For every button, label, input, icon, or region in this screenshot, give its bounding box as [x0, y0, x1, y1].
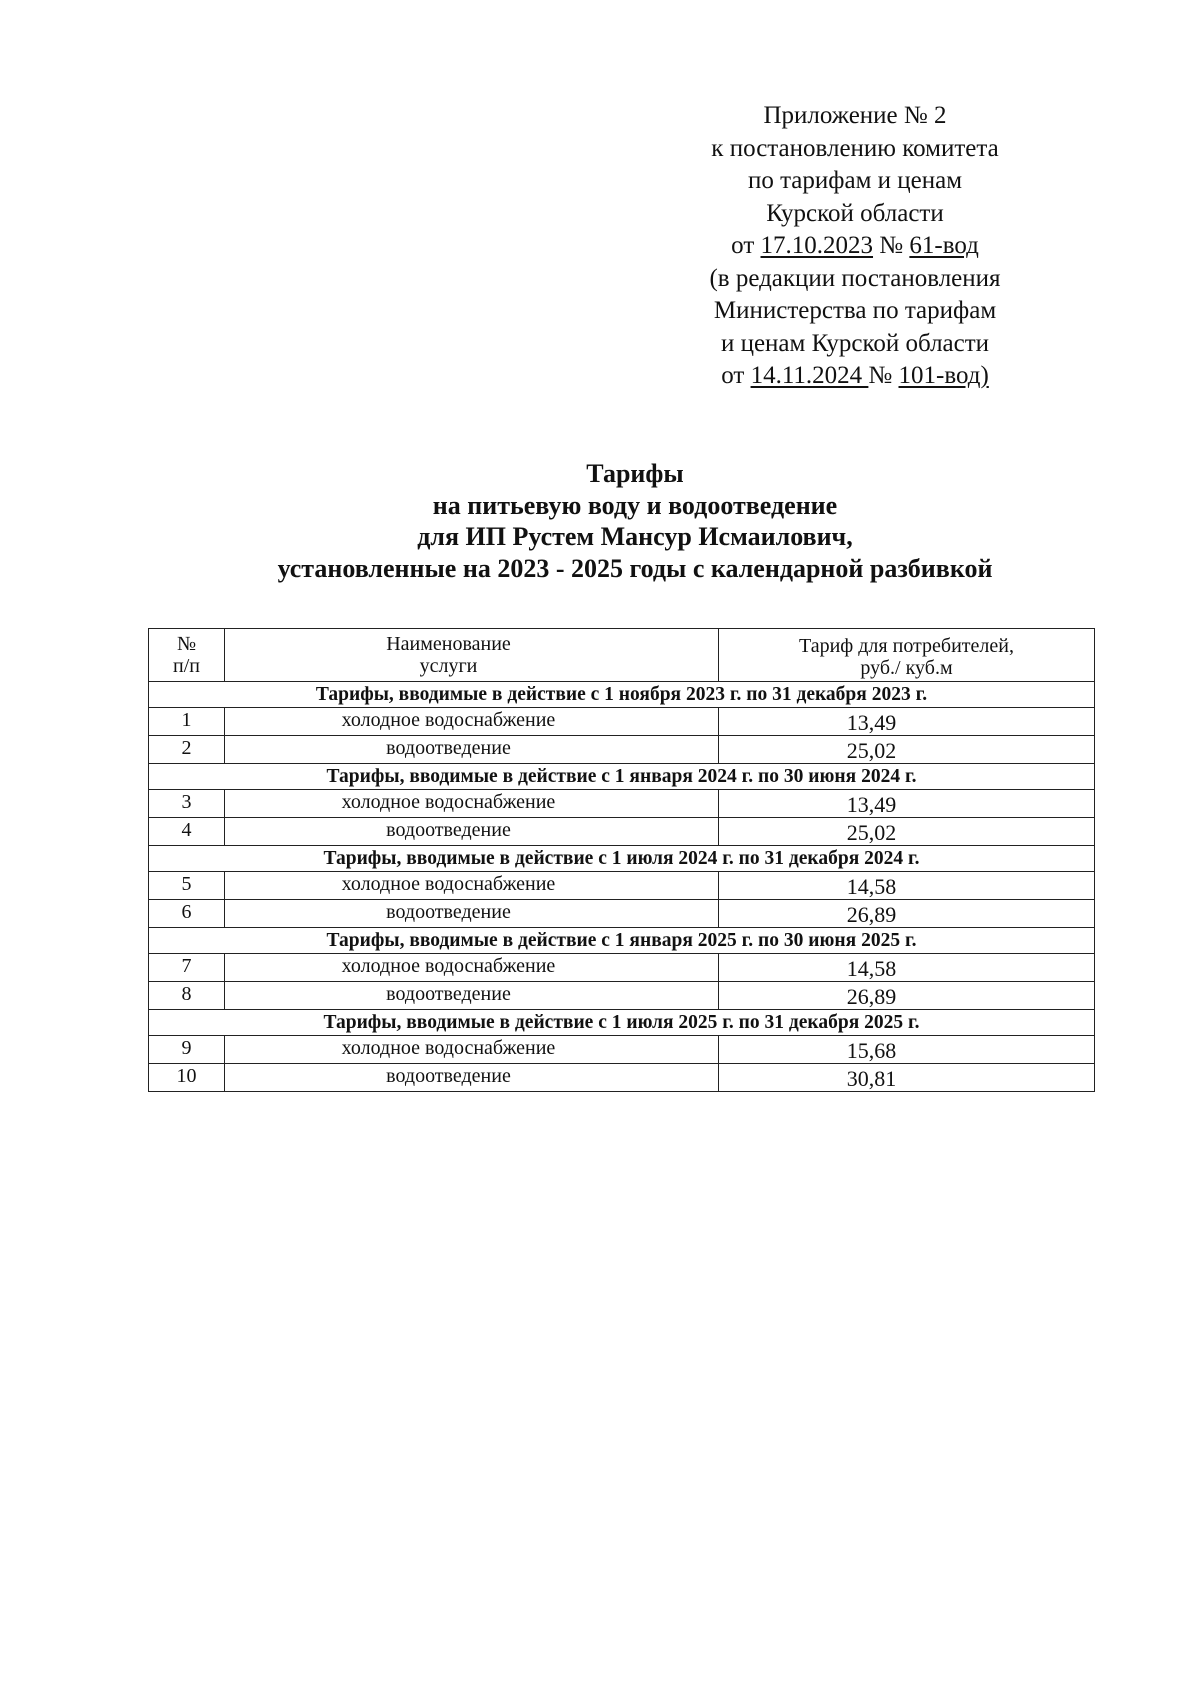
- row-number: 5: [149, 872, 225, 900]
- decree-date: 17.10.2023: [760, 232, 874, 259]
- header-text: №: [176, 633, 197, 655]
- period-row: [149, 764, 1095, 790]
- tariff-value: 13,49: [719, 708, 1095, 736]
- period-title: Тарифы, вводимые в действие с 1 июля 2024 г. по 31 декабря 2024 г.: [149, 846, 1095, 872]
- period-title: Тарифы, вводимые в действие с 1 января 2024 г. по 30 июня 2024 г.: [149, 764, 1095, 790]
- table-row: [149, 872, 1095, 900]
- document-title: [150, 458, 1120, 584]
- period-title: Тарифы, вводимые в действие с 1 июля 2025 г. по 31 декабря 2025 г.: [149, 1010, 1095, 1036]
- title-line: установленные на 2023 - 2025 годы с календарной разбивкой: [277, 553, 993, 583]
- row-number: 6: [149, 900, 225, 928]
- table-row: [149, 1036, 1095, 1064]
- appendix-line: (в редакции постановления: [709, 264, 1001, 292]
- tariffs-table: [148, 628, 1095, 1092]
- service-name: водоотведение: [225, 736, 719, 764]
- service-name: водоотведение: [225, 982, 719, 1010]
- appendix-prefix: от: [731, 232, 761, 259]
- header-text: Тариф для потребителей,: [799, 635, 1014, 657]
- title-line: Тарифы: [586, 459, 684, 488]
- appendix-line: и ценам Курской области: [720, 329, 990, 357]
- tariff-value: 26,89: [719, 982, 1095, 1010]
- table-header-row: [149, 629, 1095, 682]
- period-row: [149, 928, 1095, 954]
- appendix-title: Приложение № 2: [763, 102, 947, 129]
- appendix-line: Курской области: [766, 199, 944, 227]
- table-row: [149, 818, 1095, 846]
- decree-number: 61-вод: [909, 232, 979, 259]
- column-header-service: [225, 629, 719, 682]
- service-name: водоотведение: [225, 900, 719, 928]
- number-sign: №: [873, 232, 910, 259]
- service-name: холодное водоснабжение: [225, 954, 719, 982]
- row-number: 4: [149, 818, 225, 846]
- table-row: [149, 982, 1095, 1010]
- appendix-header: [670, 100, 1040, 393]
- row-number: 9: [149, 1036, 225, 1064]
- service-name: холодное водоснабжение: [225, 872, 719, 900]
- period-row: [149, 1010, 1095, 1036]
- period-title: Тарифы, вводимые в действие с 1 ноября 2023 г. по 31 декабря 2023 г.: [149, 682, 1095, 708]
- title-line: для ИП Рустем Мансур Исмаилович,: [417, 522, 853, 551]
- service-name: водоотведение: [225, 1064, 719, 1092]
- tariff-value: 13,49: [719, 790, 1095, 818]
- column-header-number: [149, 629, 225, 682]
- service-name: водоотведение: [225, 818, 719, 846]
- appendix-line: Министерства по тарифам: [713, 297, 997, 324]
- tariff-value: 14,58: [719, 954, 1095, 982]
- table-row: [149, 708, 1095, 736]
- table-row: [149, 736, 1095, 764]
- appendix-line: к постановлению комитета: [711, 134, 999, 162]
- row-number: 8: [149, 982, 225, 1010]
- tariffs-table-body: [149, 682, 1095, 1092]
- period-row: [149, 682, 1095, 708]
- tariff-value: 26,89: [719, 900, 1095, 928]
- table-row: [149, 900, 1095, 928]
- tariff-value: 25,02: [719, 818, 1095, 846]
- title-line: на питьевую воду и водоотведение: [432, 490, 838, 520]
- column-header-tariff: [719, 629, 1095, 682]
- row-number: 3: [149, 790, 225, 818]
- row-number: 10: [149, 1064, 225, 1092]
- period-row: [149, 846, 1095, 872]
- table-row: [149, 790, 1095, 818]
- tariff-value: 14,58: [719, 872, 1095, 900]
- service-name: холодное водоснабжение: [225, 790, 719, 818]
- header-text: Наименование: [386, 633, 511, 655]
- appendix-line: по тарифам и ценам: [747, 167, 963, 194]
- revision-date: 14.11.2024: [750, 362, 869, 389]
- row-number: 1: [149, 708, 225, 736]
- service-name: холодное водоснабжение: [225, 1036, 719, 1064]
- row-number: 7: [149, 954, 225, 982]
- period-title: Тарифы, вводимые в действие с 1 января 2025 г. по 30 июня 2025 г.: [149, 928, 1095, 954]
- header-text: услуги: [419, 655, 478, 677]
- header-text: руб./ куб.м: [860, 657, 953, 679]
- table-row: [149, 1064, 1095, 1092]
- table-row: [149, 954, 1095, 982]
- appendix-decree-ref: [670, 230, 1040, 263]
- row-number: 2: [149, 736, 225, 764]
- tariff-value: 15,68: [719, 1036, 1095, 1064]
- appendix-revision-ref: [670, 360, 1040, 393]
- revision-number: 101-вод): [898, 362, 989, 389]
- header-text: п/п: [173, 655, 200, 677]
- tariff-value: 30,81: [719, 1064, 1095, 1092]
- appendix-prefix: от: [721, 362, 751, 389]
- number-sign: №: [868, 362, 899, 389]
- tariff-value: 25,02: [719, 736, 1095, 764]
- service-name: холодное водоснабжение: [225, 708, 719, 736]
